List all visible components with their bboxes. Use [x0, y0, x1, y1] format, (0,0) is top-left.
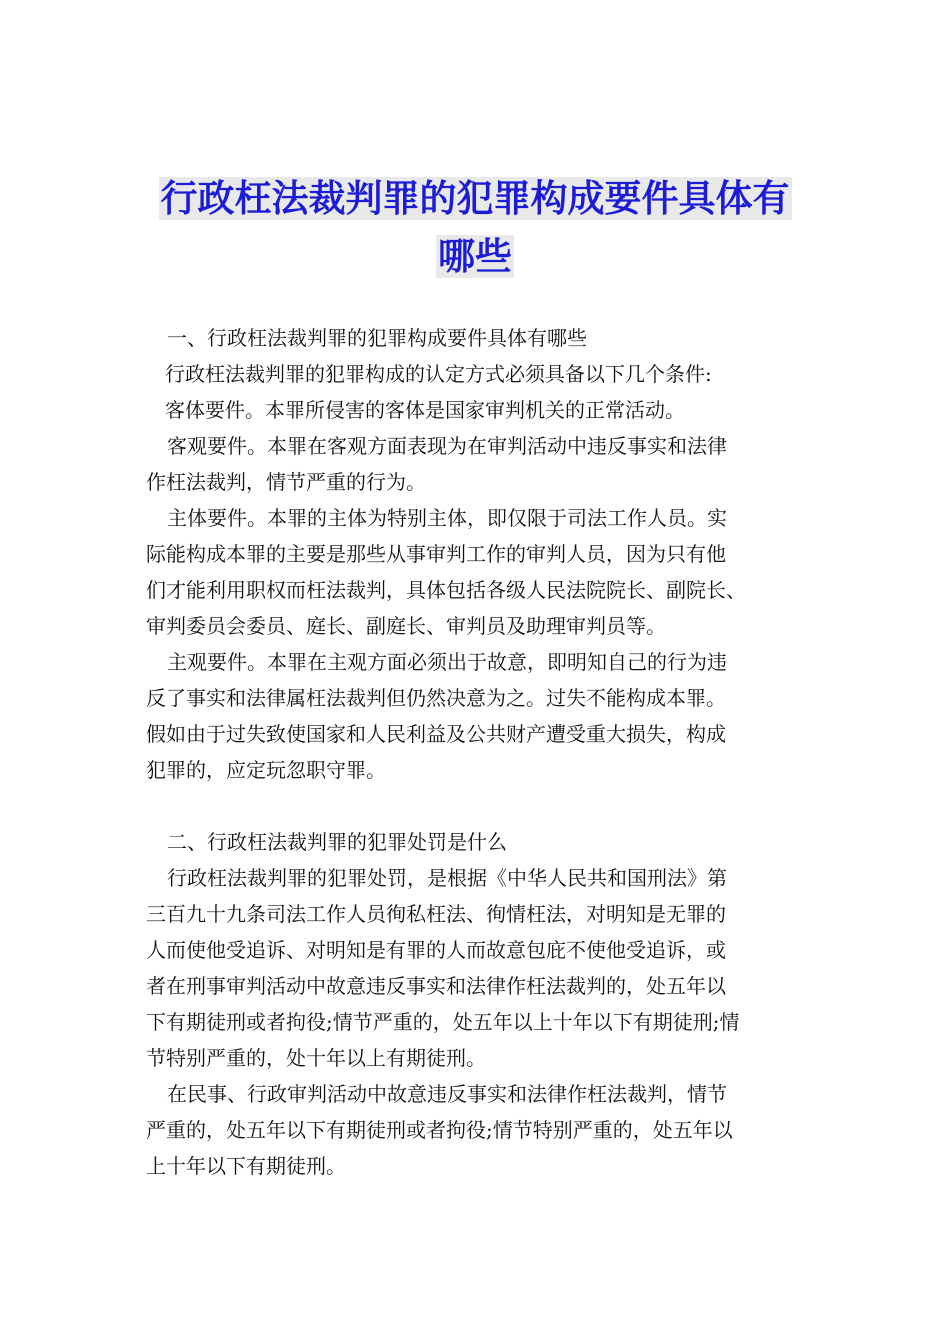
paragraph-line: 行政枉法裁判罪的犯罪处罚，是根据《中华人民共和国刑法》第 [167, 866, 727, 890]
paragraph-line: 际能构成本罪的主要是那些从事审判工作的审判人员，因为只有他 [146, 542, 726, 566]
title-line-2: 哪些 [438, 235, 512, 278]
section-2-heading: 二、行政枉法裁判罪的犯罪处罚是什么 [167, 830, 507, 854]
section-spacer [146, 788, 826, 824]
paragraph-line: 严重的，处五年以下有期徒刑或者拘役;情节特别严重的，处五年以 [146, 1118, 733, 1142]
paragraph-line: 作枉法裁判，情节严重的行为。 [146, 470, 426, 494]
paragraph-line: 下有期徒刑或者拘役;情节严重的，处五年以上十年以下有期徒刑;情 [146, 1010, 740, 1034]
paragraph-line: 假如由于过失致使国家和人民利益及公共财产遭受重大损失，构成 [146, 722, 726, 746]
paragraph-line: 反了事实和法律属枉法裁判但仍然决意为之。过失不能构成本罪。 [146, 686, 726, 710]
section-2 [146, 824, 826, 1184]
paragraph-line: 犯罪的，应定玩忽职守罪。 [146, 758, 386, 782]
document-title [120, 170, 830, 286]
paragraph-line: 们才能利用职权而枉法裁判，具体包括各级人民法院院长、副院长、 [146, 578, 746, 602]
subject-element-paragraph [146, 500, 826, 644]
objective-element-paragraph [146, 428, 826, 500]
document-body [146, 320, 826, 1184]
paragraph-line: 在民事、行政审判活动中故意违反事实和法律作枉法裁判，情节 [167, 1082, 727, 1106]
paragraph-line: 主观要件。本罪在主观方面必须出于故意，即明知自己的行为违 [167, 650, 727, 674]
paragraph-line: 客观要件。本罪在客观方面表现为在审判活动中违反事实和法律 [167, 434, 727, 458]
penalty-paragraph-2 [146, 1076, 826, 1184]
object-element-paragraph: 客体要件。本罪所侵害的客体是国家审判机关的正常活动。 [165, 398, 685, 422]
paragraph-line: 者在刑事审判活动中故意违反事实和法律作枉法裁判的，处五年以 [146, 974, 726, 998]
section-1 [146, 320, 826, 788]
section-1-intro: 行政枉法裁判罪的犯罪构成的认定方式必须具备以下几个条件: [165, 362, 712, 386]
paragraph-line: 主体要件。本罪的主体为特别主体，即仅限于司法工作人员。实 [167, 506, 727, 530]
paragraph-line: 上十年以下有期徒刑。 [146, 1154, 346, 1178]
paragraph-line: 审判委员会委员、庭长、副庭长、审判员及助理审判员等。 [146, 614, 666, 638]
paragraph-line: 三百九十九条司法工作人员徇私枉法、徇情枉法，对明知是无罪的 [146, 902, 726, 926]
penalty-paragraph-1 [146, 860, 826, 1076]
title-line-1: 行政枉法裁判罪的犯罪构成要件具体有 [160, 177, 790, 220]
section-1-heading: 一、行政枉法裁判罪的犯罪构成要件具体有哪些 [167, 326, 587, 350]
paragraph-line: 人而使他受追诉、对明知是有罪的人而故意包庇不使他受追诉，或 [146, 938, 726, 962]
subjective-element-paragraph [146, 644, 826, 788]
paragraph-line: 节特别严重的，处十年以上有期徒刑。 [146, 1046, 486, 1070]
